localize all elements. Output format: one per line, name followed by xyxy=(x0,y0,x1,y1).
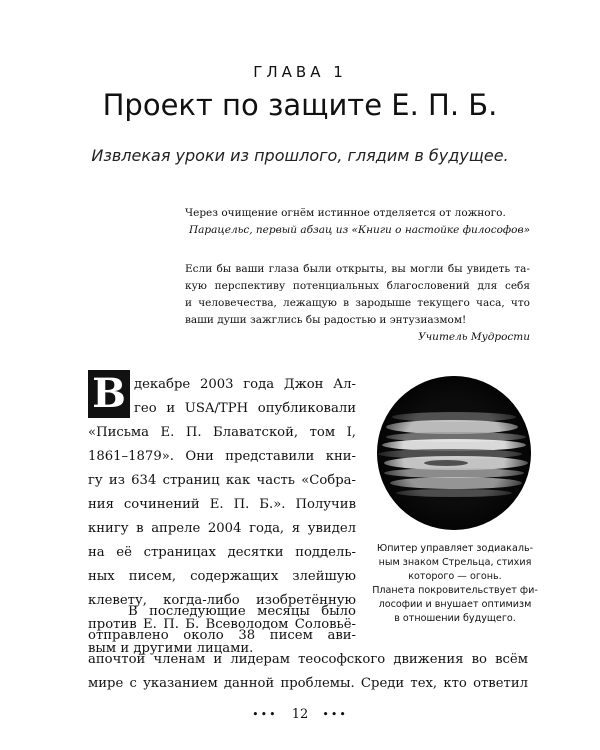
epigraph-line: Через очищение огнём истинное отделяется от ложного. xyxy=(185,207,506,219)
caption-line: Планета покровительствует фи- xyxy=(372,585,538,596)
chapter-label: ГЛАВА 1 xyxy=(253,63,347,81)
page-footer xyxy=(0,707,600,722)
body-line: «Письма Е. П. Блаватской, том I, xyxy=(88,425,356,440)
epigraph-line: кую перспективу потенциальных благословений для себя xyxy=(185,280,530,292)
epigraph-attribution: Учитель Мудрости xyxy=(418,331,530,343)
body-line: апочтой членам и лидерам теософского движения во всём xyxy=(88,652,528,667)
body-line: ных писем, содержащих злейшую xyxy=(88,569,356,584)
page-number: 12 xyxy=(291,707,309,722)
chapter-subtitle: Извлекая уроки из прошлого, глядим в будущее. xyxy=(91,146,509,165)
epigraph-line: Если бы ваши глаза были открыты, вы могли бы увидеть та- xyxy=(185,263,530,275)
epigraph-attribution: Парацельс, первый абзац из «Книги о настойке философов» xyxy=(189,224,530,236)
dropcap-letter: В xyxy=(88,370,130,418)
body-line: отправлено около 38 писем ави- xyxy=(88,628,356,643)
caption-line: лософии и внушает оптимизм xyxy=(378,599,532,610)
epigraph-line: и человечества, лежащую в зародыше текущего часа, что xyxy=(185,297,530,309)
caption-line: ным знаком Стрельца, стихия xyxy=(378,557,532,568)
body-line: мире с указанием данной проблемы. Среди тех, кто ответил xyxy=(88,676,528,691)
body-line: на её страницах десятки поддель- xyxy=(88,545,356,560)
epigraph-line: ваши души зажглись бы радостью и энтузиазмом! xyxy=(185,314,467,326)
epigraph-master xyxy=(185,261,530,346)
body-line: В последующие месяцы было xyxy=(128,604,356,619)
caption-line: которого — огонь. xyxy=(408,571,502,582)
caption-line: в отношении будущего. xyxy=(394,613,516,624)
body-line: декабре 2003 года Джон Ал- xyxy=(134,377,356,392)
footer-dots-right: ••• xyxy=(322,708,348,721)
body-line: гео и USA/TPH опубликовали xyxy=(134,401,356,416)
caption-line: Юпитер управляет зодиакаль- xyxy=(376,543,534,554)
body-line: против Е. П. Б. Всеволодом Соловьё- xyxy=(88,617,356,632)
jupiter-planet-image xyxy=(376,375,532,531)
body-line: ния сочинений Е. П. Б.». Получив xyxy=(88,497,356,512)
epigraph-paracelsus xyxy=(185,205,530,239)
footer-dots-left: ••• xyxy=(252,708,278,721)
body-line: вым и другими лицами. xyxy=(88,641,254,656)
chapter-title: Проект по защите Е. П. Б. xyxy=(102,88,498,122)
body-line: гу из 634 страниц как часть «Собра- xyxy=(88,473,356,488)
body-line: 1861–1879». Они представили кни- xyxy=(88,449,356,464)
body-line: клевету, когда-либо изобретённую xyxy=(88,593,356,608)
body-line: книгу в апреле 2004 года, я увидел xyxy=(88,521,356,536)
figure-caption xyxy=(360,542,550,626)
